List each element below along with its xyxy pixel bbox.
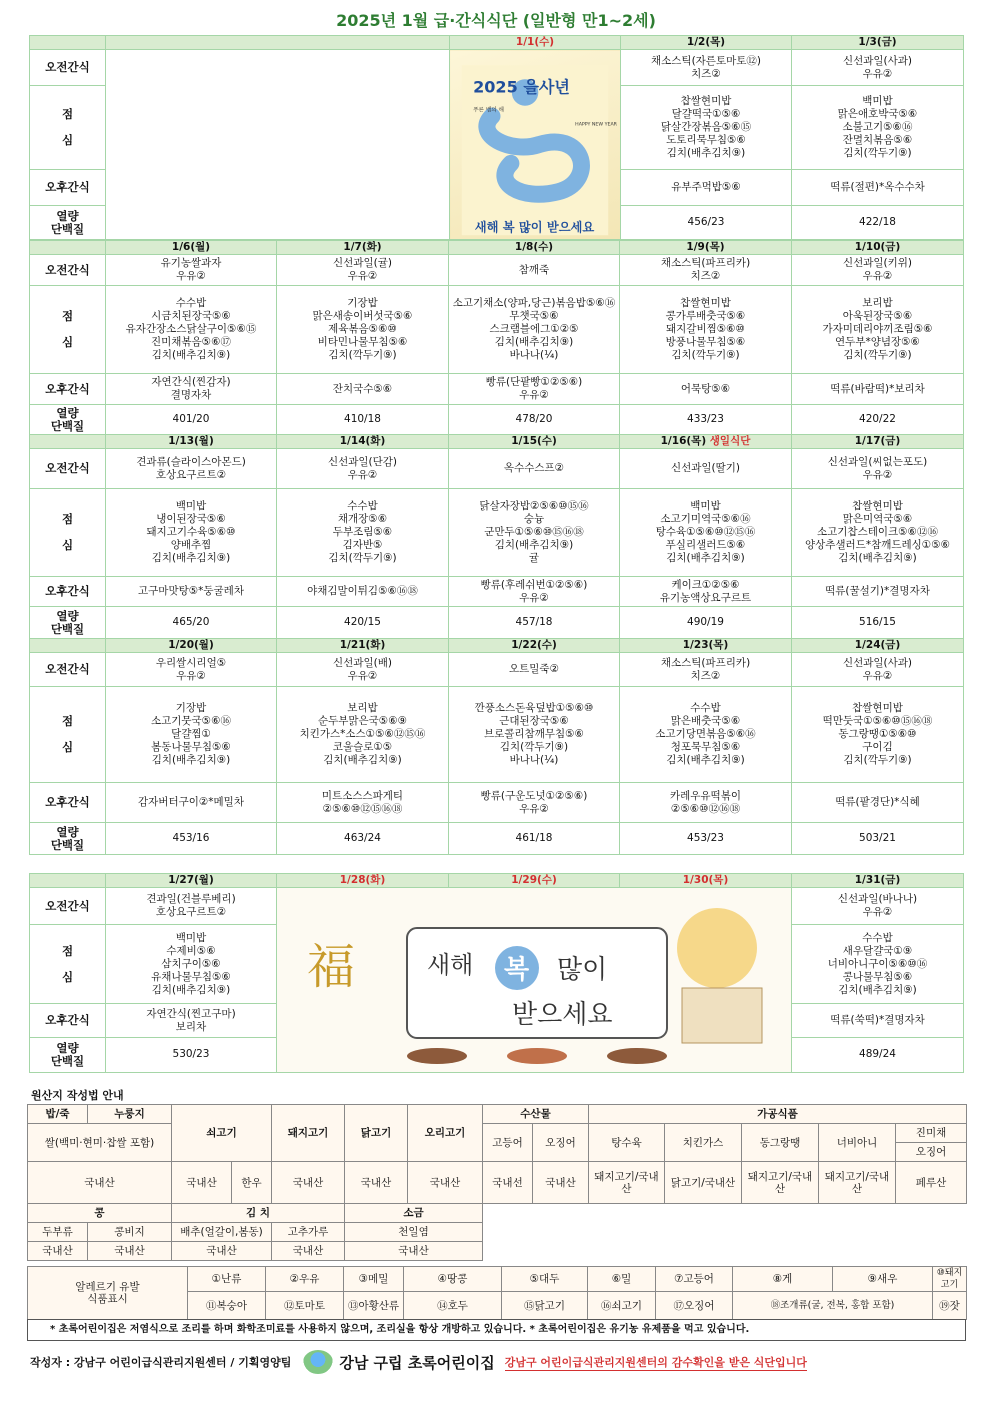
allergy-item: ⑥밀 [588,1267,656,1292]
calorie-cell: 461/18 [449,823,620,855]
allergy-item: ⑪복숭아 [188,1292,266,1320]
menu-cell: 기장밥 소고기뭇국⑤⑥⑯ 달걀찜① 봄동나물무침⑤⑥ 김치(배추김치⑨) [106,687,277,783]
row-label: 오전간식 [30,449,106,489]
origin-header: 소금 [345,1204,483,1223]
row-label: 오후간식 [30,1004,106,1037]
origin-cell: 돼지고기/국내산 [819,1162,896,1204]
origin-cell: 국내산 [345,1162,408,1204]
menu-cell: 보리밥 아욱된장국⑤⑥ 가자미데리야끼조림⑤⑥ 연두부*양념장⑤⑥ 김치(깍두기⑨) [792,286,964,374]
calorie-cell: 420/22 [792,405,964,435]
origin-cell: 천일염 [345,1223,483,1242]
row-label: 점 심 [30,925,106,1004]
origin-header: 누룽지 [88,1105,172,1124]
calorie-cell: 401/20 [106,405,277,435]
allergy-item: ⑫토마토 [266,1292,344,1320]
date-cell: 1/20(월) [106,639,277,653]
origin-cell: 닭고기/국내산 [665,1162,742,1204]
week5-table [29,873,964,1073]
origin-cell: 오징어 [896,1143,967,1162]
menu-cell: 떡류(팥경단)*식혜 [792,783,964,823]
origin-cell: 배추(얼갈이,봄동) [172,1223,272,1242]
pic-side-text: HAPPY NEW YEAR [575,122,617,128]
origin-cell: 국내산 [172,1162,232,1204]
calorie-cell: 516/15 [792,607,964,639]
menu-cell: 신선과일(딸기) [620,449,792,489]
date-cell [106,36,450,50]
allergy-item: ①난류 [188,1267,266,1292]
date-cell: 1/1(수) [450,36,621,50]
certification-text: 강남구 어린이급식관리지원센터의 감수확인을 받은 식단입니다 [504,1355,807,1369]
row-label: 오후간식 [30,374,106,405]
allergy-item: ⑦고등어 [656,1267,733,1292]
greeting-line2: 복 [504,955,530,985]
week1-day-header [30,36,964,50]
origin-cell: 국내산 [28,1162,172,1204]
menu-cell: 찹쌀현미밥 달걀떡국①⑤⑥ 닭살간장볶음⑤⑥⑮ 도토리묵무침⑤⑥ 김치(배추김치⑨) [621,86,792,170]
row-label: 점 심 [30,286,106,374]
date-cell: 1/13(월) [106,435,277,449]
date-cell: 1/30(목) [620,874,792,888]
menu-cell: 어묵탕⑤⑥ [620,374,792,405]
date-cell: 1/10(금) [792,241,964,255]
date-cell: 1/23(목) [620,639,792,653]
origin-cell: 너비아니 [819,1124,896,1162]
menu-cell: 참깨죽 [449,255,620,286]
row-label: 열량 단백질 [30,823,106,855]
greeting-line3: 많이 [557,955,608,985]
greeting-line4: 받으세요 [512,1000,613,1030]
menu-cell: 소고기채소(양파,당근)볶음밥⑤⑥⑯ 무챗국⑤⑥ 스크램블에그①②⑤ 김치(배추김치⑨) 바나나(¼) [449,286,620,374]
allergy-item: ⑮닭고기 [502,1292,588,1320]
menu-cell: 견과류(슬라이스아몬드) 호상요구르트② [106,449,277,489]
menu-cell: 신선과일(씨없는포도) 우유② [792,449,964,489]
menu-cell: 빵류(단팥빵①②⑤⑥) 우유② [449,374,620,405]
date-cell: 1/24(금) [792,639,964,653]
calorie-cell: 456/23 [621,206,792,240]
origin-cell: 페루산 [896,1162,967,1204]
menu-cell: 떡류(쑥떡)*결명자차 [792,1004,964,1037]
page-title: 2025년 1월 급·간식식단 (일반형 만1~2세) [336,11,656,30]
birthday-label: 생일식단 [709,435,751,447]
origin-cell: 국내산 [28,1242,88,1261]
menu-cell: 떡류(절편)*옥수수차 [792,170,964,206]
menu-cell: 고구마맛탕⑤*둥굴레차 [106,577,277,607]
origin-cell: 고등어 [483,1124,533,1162]
menu-cell: 오트밀죽② [449,653,620,687]
origin-cell: 돼지고기/국내산 [742,1162,819,1204]
menu-cell: 자연간식(찐감자) 결명자차 [106,374,277,405]
menu-cell: 닭살자장밥②⑤⑥⑩⑮⑯ 숭늉 군만두①⑤⑥⑩⑮⑯⑱ 김치(배추김치⑨) 귤 [449,489,620,577]
menu-cell: 유기농쌀과자 우유② [106,255,277,286]
menu-cell: 수수밥 맑은배춧국⑤⑥ 소고기당면볶음⑤⑥⑯ 청포묵무침⑤⑥ 김치(배추김치⑨) [620,687,792,783]
origin-cell: 동그랑땡 [742,1124,819,1162]
origin-cell: 돼지고기/국내산 [589,1162,665,1204]
origin-title: 원산지 작성법 안내 [31,1089,124,1102]
author-text: 작성자 : 강남구 어린이급식관리지원센터 / 기획영양팀 [30,1356,292,1369]
date-cell: 1/14(화) [277,435,449,449]
date-cell: 1/16(목) 생일식단 [620,435,792,449]
calorie-cell: 465/20 [106,607,277,639]
origin-cell: 두부류 [28,1223,88,1242]
menu-cell: 수수밥 새우달걀국①⑨ 너비아니구이⑤⑥⑩⑯ 콩나물무침⑤⑥ 김치(배추김치⑨) [792,925,964,1004]
row-label: 열량 단백질 [30,607,106,639]
menu-cell: 미트소스스파게티 ②⑤⑥⑩⑫⑮⑯⑱ [277,783,449,823]
origin-cell: 국내산 [88,1242,172,1261]
origin-cell: 콩비지 [88,1223,172,1242]
origin-cell: 쌀(백미·현미·찹쌀 포함) [28,1124,172,1162]
origin-cell: 탕수육 [589,1124,665,1162]
allergy-item: ⑯쇠고기 [588,1292,656,1320]
weeks-table [29,240,964,855]
menu-cell: 신선과일(사과) 우유② [792,653,964,687]
menu-cell: 신선과일(배) 우유② [277,653,449,687]
calorie-cell: 489/24 [792,1037,964,1072]
row-label: 오전간식 [30,50,106,86]
menu-cell: 케이크①②⑤⑥ 유기농액상요구르트 [620,577,792,607]
calorie-cell: 433/23 [620,405,792,435]
calorie-cell: 453/23 [620,823,792,855]
allergy-item: ⑬아황산류 [344,1292,404,1320]
menu-cell: 옥수수스프② [449,449,620,489]
origin-cell: 고추가루 [272,1223,345,1242]
row-label: 점 심 [30,687,106,783]
date-cell: 1/2(목) [621,36,792,50]
kindergarten-name: 강남 구립 초록어린이집 [339,1353,495,1372]
date-cell: 1/17(금) [792,435,964,449]
calorie-cell: 503/21 [792,823,964,855]
menu-cell: 수수밥 시금치된장국⑤⑥ 유자간장소스닭살구이⑤⑥⑮ 진미채볶음⑤⑥⑰ 김치(배추김치⑨) [106,286,277,374]
date-cell: 1/6(월) [106,241,277,255]
greeting-line1: 새해 [427,951,474,979]
menu-cell: 신선과일(귤) 우유② [277,255,449,286]
row-label: 오후간식 [30,170,106,206]
origin-header: 밥/죽 [28,1105,88,1124]
allergy-item: ⑱조개류(굴, 전복, 홍합 포함) [733,1292,933,1320]
date-cell: 1/8(수) [449,241,620,255]
origin-cell: 국내산 [272,1162,345,1204]
origin-cell: 국내산 [345,1242,483,1261]
calorie-cell: 463/24 [277,823,449,855]
origin-cell: 국내산 [533,1162,589,1204]
menu-cell: 감자버터구이②*메밀차 [106,783,277,823]
menu-cell: 기장밥 맑은새송이버섯국⑤⑥ 제육볶음⑤⑥⑩ 비타민나물무침⑤⑥ 김치(깍두기⑨) [277,286,449,374]
new-year-snake-image [450,50,621,240]
footer [30,1352,970,1372]
allergy-item: ④땅콩 [404,1267,502,1292]
menu-cell: 찹쌀현미밥 맑은미역국⑤⑥ 소고기찹스테이크⑤⑥⑫⑯ 양상추샐러드*참깨드레싱①⑤⑥ 김치(배추김치⑨) [792,489,964,577]
origin-cell: 국내산 [172,1242,272,1261]
allergy-item: ⑲잣 [933,1292,967,1320]
pic-sub-text: 푸른 뱀의 해 [473,107,505,114]
row-label: 오전간식 [30,888,106,925]
allergy-item: ⑧게 [733,1267,833,1292]
origin-header: 돼지고기 [272,1105,345,1162]
menu-cell: 백미밥 맑은애호박국⑤⑥ 소불고기⑤⑥⑯ 잔멸치볶음⑤⑥ 김치(깍두기⑨) [792,86,964,170]
allergy-label: 알레르기 유발 식품표시 [28,1267,188,1320]
row-label: 열량 단백질 [30,206,106,240]
allergy-item: ⑨새우 [833,1267,933,1292]
menu-cell: 깐풍소스돈육덮밥①⑤⑥⑩ 근대된장국⑤⑥ 브로콜리참깨무침⑤⑥ 김치(깍두기⑨) 바나나(¼) [449,687,620,783]
menu-cell: 찹쌀현미밥 콩가루배춧국⑤⑥ 돼지갈비찜⑤⑥⑩ 방풍나물무침⑤⑥ 김치(깍두기⑨) [620,286,792,374]
menu-cell: 신선과일(키위) 우유② [792,255,964,286]
calorie-cell: 478/20 [449,405,620,435]
origin-header: 가공식품 [589,1105,967,1124]
allergy-item: ⑭호두 [404,1292,502,1320]
origin-cell: 국내선 [483,1162,533,1204]
menu-cell: 백미밥 수제비⑤⑥ 삼치구이⑤⑥ 유채나물무침⑤⑥ 김치(배추김치⑨) [106,925,277,1004]
origin-cell: 진미채 [896,1124,967,1143]
origin-cell: 국내산 [408,1162,483,1204]
origin-header: 오리고기 [408,1105,483,1162]
row-label: 열량 단백질 [30,1037,106,1072]
date-cell: 1/27(월) [106,874,277,888]
menu-cell: 카레우유떡볶이 ②⑤⑥⑩⑫⑯⑱ [620,783,792,823]
calorie-cell: 420/15 [277,607,449,639]
calorie-cell: 453/16 [106,823,277,855]
calorie-cell: 490/19 [620,607,792,639]
origin-cell: 한우 [232,1162,272,1204]
kindergarten-logo-icon [303,1350,333,1374]
notice-box: * 초록어린이집은 저염식으로 조리를 하며 화학조미료를 사용하지 않으며, 조리실을 항상 개방하고 있습니다. * 초록어린이집은 유기농 유제품을 먹고 있습니다. [27,1319,966,1341]
date-cell: 1/7(화) [277,241,449,255]
date-cell: 1/29(수) [449,874,620,888]
menu-cell: 백미밥 냉이된장국⑤⑥ 돼지고기수육⑤⑥⑩ 양배추찜 김치(배추김치⑨) [106,489,277,577]
menu-cell: 신선과일(바나나) 우유② [792,888,964,925]
date-cell: 1/31(금) [792,874,964,888]
origin-header: 콩 [28,1204,172,1223]
menu-cell: 빵류(구운도넛①②⑤⑥) 우유② [449,783,620,823]
allergy-item: ⑤대두 [502,1267,588,1292]
menu-cell: 잔치국수⑤⑥ [277,374,449,405]
menu-cell: 우리쌀시리얼⑤ 우유② [106,653,277,687]
row-label: 오전간식 [30,653,106,687]
calorie-cell: 457/18 [449,607,620,639]
date-cell: 1/28(화) [277,874,449,888]
menu-cell: 백미밥 소고기미역국⑤⑥⑯ 탕수육①⑤⑥⑩⑫⑮⑯ 푸실리샐러드⑤⑥ 김치(배추김치⑨) [620,489,792,577]
snake-illustration [450,50,620,239]
calorie-cell: 422/18 [792,206,964,240]
row-label: 점 심 [30,489,106,577]
origin-header: 김 치 [172,1204,345,1223]
menu-cell: 신선과일(사과) 우유② [792,50,964,86]
allergy-item: ⑩돼지고기 [933,1267,967,1292]
menu-cell: 유부주먹밥⑤⑥ [621,170,792,206]
pic-greeting-text: 새해 복 많이 받으세요 [474,220,595,235]
date-cell: 1/15(수) [449,435,620,449]
origin-header: 수산물 [483,1105,589,1124]
menu-cell: 보리밥 순두부맑은국⑤⑥⑨ 치킨가스*소스①⑤⑥⑫⑮⑯ 코울슬로①⑤ 김치(배추김치⑨) [277,687,449,783]
menu-cell: 빵류(후레쉬번①②⑤⑥) 우유② [449,577,620,607]
menu-cell: 떡류(꿀설기)*결명자차 [792,577,964,607]
menu-cell: 찹쌀현미밥 떡만둣국①⑤⑥⑩⑮⑯⑱ 동그랑땡①⑤⑥⑩ 구이김 김치(깍두기⑨) [792,687,964,783]
menu-cell: 견과일(건블루베리) 호상요구르트② [106,888,277,925]
pic-year-text: 2025 을사년 [473,77,570,97]
menu-cell: 신선과일(단감) 우유② [277,449,449,489]
origin-table [27,1104,967,1261]
allergy-item: ⑰오징어 [656,1292,733,1320]
allergy-item: ③메밀 [344,1267,404,1292]
allergy-table [27,1266,967,1320]
row-label: 오전간식 [30,255,106,286]
new-year-illustration [277,888,792,1068]
row-label: 오후간식 [30,783,106,823]
origin-cell: 국내산 [272,1242,345,1261]
row-label: 열량 단백질 [30,405,106,435]
menu-cell: 채소스틱(자른토마토⑫) 치즈② [621,50,792,86]
date-cell: 1/21(화) [277,639,449,653]
fu-character: 福 [307,939,356,995]
menu-cell: 자연간식(찐고구마) 보리차 [106,1004,277,1037]
date-cell: 1/3(금) [792,36,964,50]
date-cell: 1/22(수) [449,639,620,653]
blank-cell [106,50,450,240]
lunar-new-year-image [277,888,792,1073]
origin-cell: 오징어 [533,1124,589,1162]
date-cell: 1/9(목) [620,241,792,255]
origin-header: 닭고기 [345,1105,408,1162]
menu-cell: 채소스틱(파프리카) 치즈② [620,255,792,286]
row-label: 오후간식 [30,577,106,607]
menu-cell: 야채김말이튀김⑤⑥⑯⑱ [277,577,449,607]
menu-cell: 채소스틱(파프리카) 치즈② [620,653,792,687]
menu-cell: 떡류(바람떡)*보리차 [792,374,964,405]
origin-header: 쇠고기 [172,1105,272,1162]
calorie-cell: 530/23 [106,1037,277,1072]
allergy-item: ②우유 [266,1267,344,1292]
calorie-cell: 410/18 [277,405,449,435]
week1-table [29,35,964,240]
row-label: 점 심 [30,86,106,170]
menu-cell: 수수밥 채개장⑤⑥ 두부조림⑤⑥ 김자반⑤ 김치(깍두기⑨) [277,489,449,577]
origin-cell: 치킨가스 [665,1124,742,1162]
